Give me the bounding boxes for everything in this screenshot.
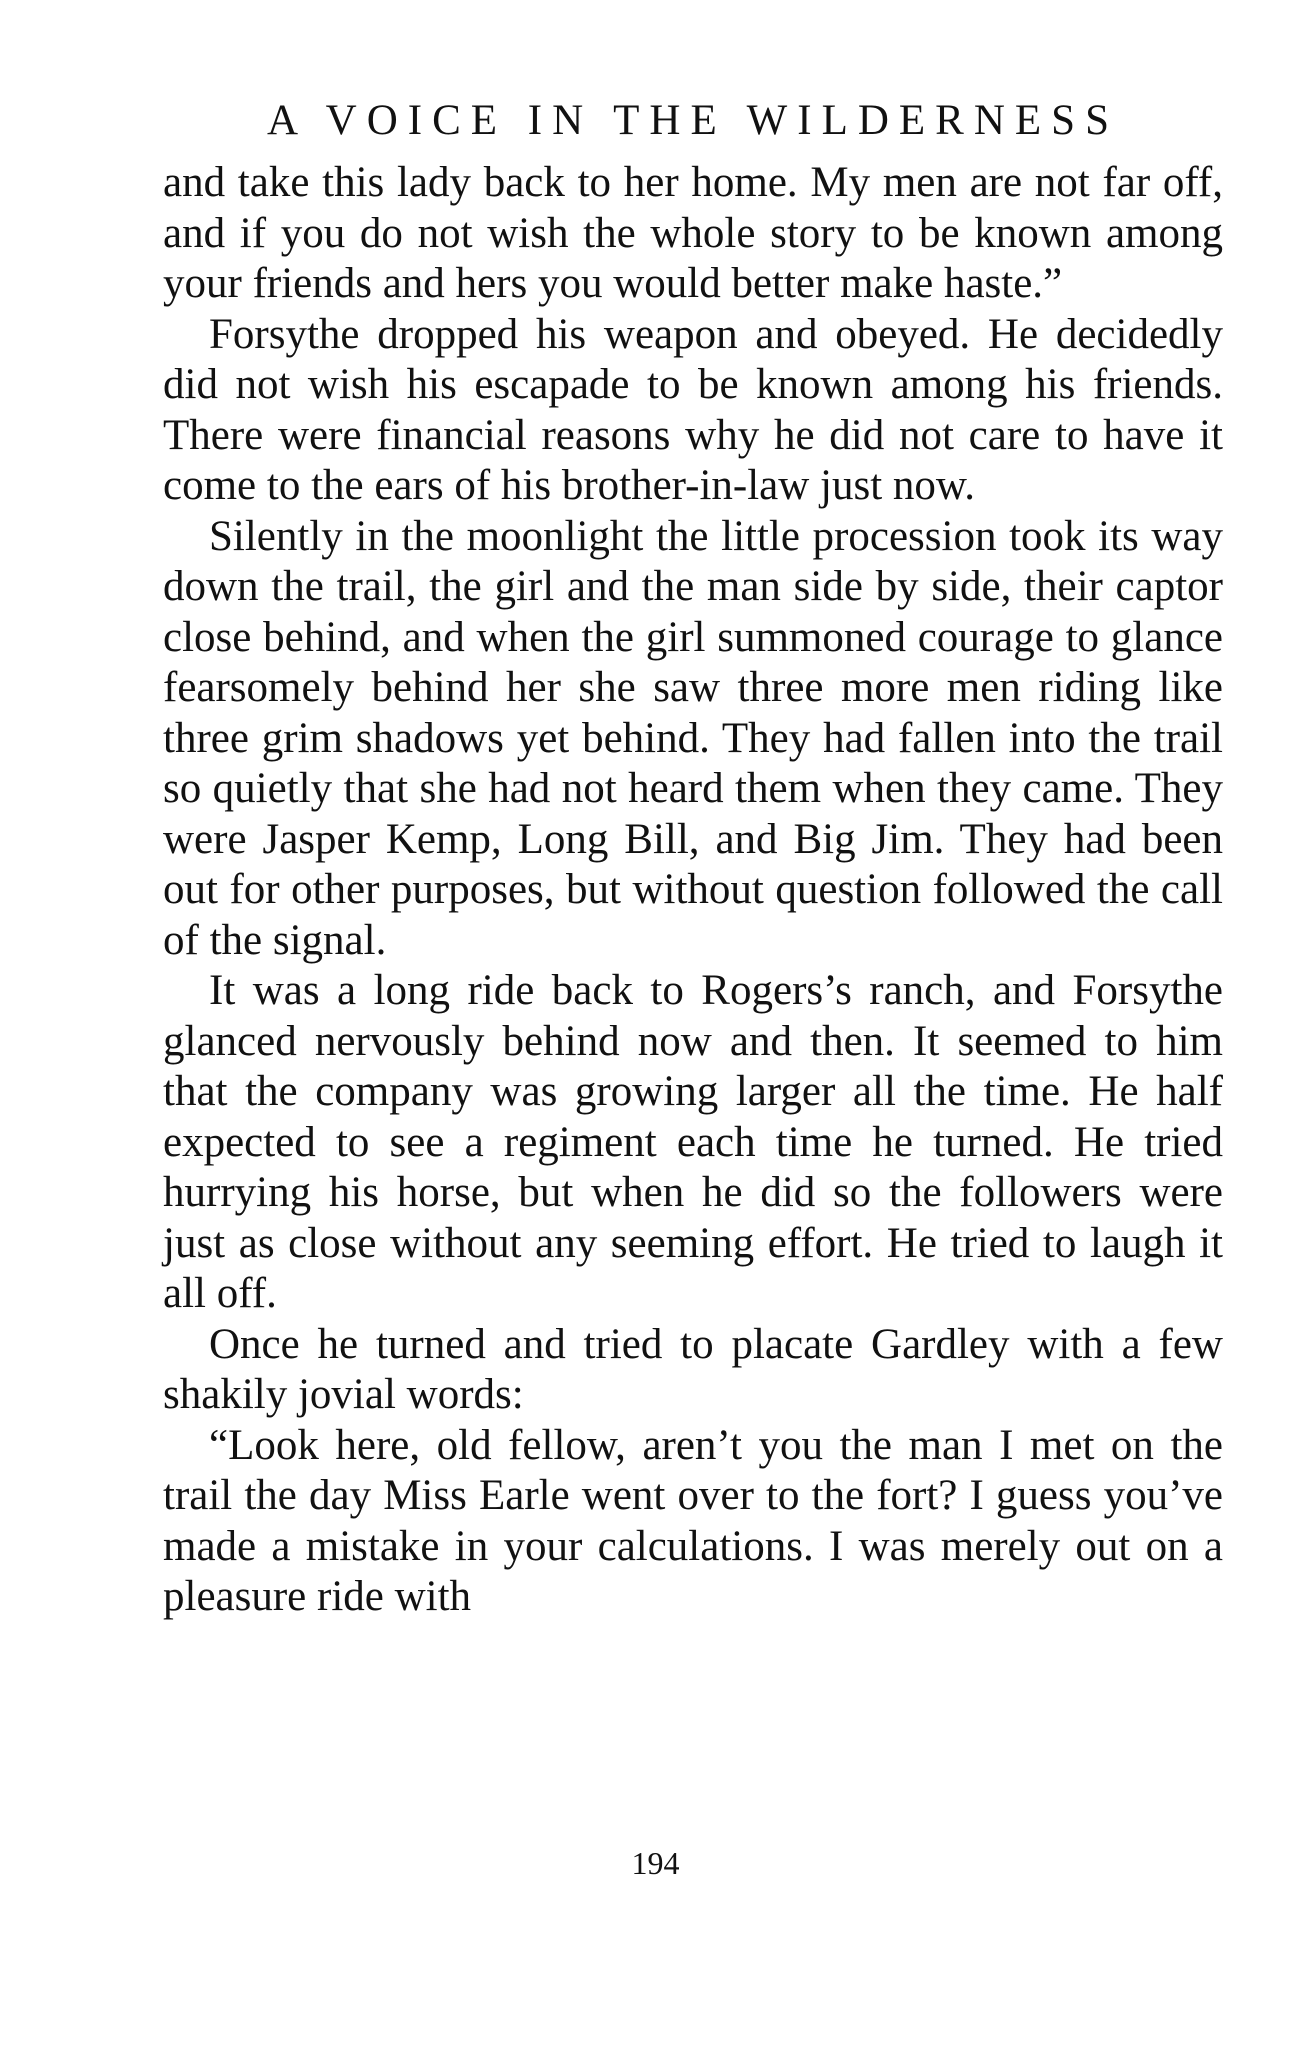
paragraph: Silently in the moonlight the little procession took its way down the trail, the girl and the man side by side, their captor close behind, and when the girl summoned courage to glance fearsomely behind her she saw three more men riding like three grim shadows yet behind. They had fallen into the trail so quietly that she had not heard them when they came. They were Jasper Kemp, Long Bill, and Big Jim. They had been out for other purposes, but without question followed the call of the signal.: [163, 512, 1223, 964]
running-head: A VOICE IN THE WILDERNESS: [267, 97, 1119, 144]
body-text: [163, 158, 1223, 1623]
paragraph: Once he turned and tried to placate Gardley with a few shakily jovial words:: [163, 1320, 1223, 1418]
paragraph: Forsythe dropped his weapon and obeyed. He decidedly did not wish his escapade to be known among his friends. There were financial reasons why he did not care to have it come to the ears of his brother-in-law just now.: [163, 310, 1223, 509]
paragraph-continuation: and take this lady back to her home. My men are not far off, and if you do not wish the whole story to be known among your friends and hers you would better make haste.”: [163, 159, 1223, 307]
book-page: [163, 96, 1223, 1623]
paragraph: It was a long ride back to Rogers’s ranch, and Forsythe glanced nervously behind now and then. It seemed to him that the company was growing larger all the time. He half expected to see a regiment each time he turned. He tried hurrying his horse, but when he did so the followers were just as close without any seeming effort. He tried to laugh it all off.: [163, 967, 1223, 1317]
paragraph: “Look here, old fellow, aren’t you the man I met on the trail the day Miss Earle went over to the fort? I guess you’ve made a mistake in your calculations. I was merely out on a pleasure ride with: [163, 1421, 1223, 1620]
page-number: 194: [631, 1845, 680, 1881]
